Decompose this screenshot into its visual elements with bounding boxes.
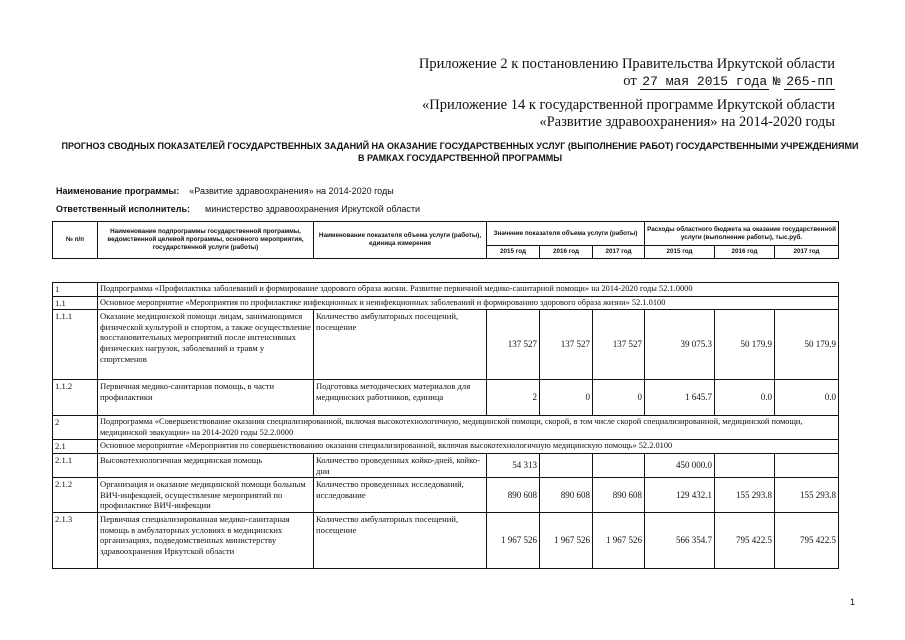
row-volume-2015: 1 967 526 <box>487 512 540 568</box>
row-num: 1.1.1 <box>53 310 98 380</box>
row-indicator: Подготовка методических материалов для медицинских работников, единица <box>314 380 487 416</box>
row-expense-2017: 155 293.8 <box>775 478 839 513</box>
row-num: 2.1.2 <box>53 478 98 513</box>
row-name: Высокотехнологичная медицинская помощь <box>98 453 314 477</box>
row-num: 1.1 <box>53 296 98 310</box>
row-volume-2017: 137 527 <box>593 310 645 380</box>
row-expense-2017 <box>775 453 839 477</box>
row-volume-2016: 0 <box>540 380 593 416</box>
program-label: Наименование программы: <box>56 186 180 196</box>
appendix-line: Приложение 2 к постановлению Правительства Иркутской области <box>418 56 835 72</box>
row-expense-2015: 39 075.3 <box>645 310 715 380</box>
document-title <box>60 140 860 164</box>
row-num: 2.1.1 <box>53 453 98 477</box>
header-volume-group: Значение показателя объема услуги (работы) <box>487 222 645 246</box>
row-expense-2017: 795 422.5 <box>775 512 839 568</box>
row-indicator: Количество амбулаторных посещений, посещение <box>314 512 487 568</box>
row-span-text: Подпрограмма «Профилактика заболеваний и формирование здорового образа жизни. Развитие первичной медико-санитарной помощи» на 2014-2020 годы 52.1.0000 <box>98 283 839 297</box>
row-name: Организация и оказание медицинской помощи больным ВИЧ-инфекцией, осуществление мероприятий по профилактике ВИЧ-инфекции <box>98 478 314 513</box>
row-expense-2015: 129 432.1 <box>645 478 715 513</box>
row-expense-2017: 50 179.9 <box>775 310 839 380</box>
header-year: 2017 год <box>593 246 645 259</box>
row-expense-2017: 0.0 <box>775 380 839 416</box>
table-row <box>53 310 839 380</box>
row-volume-2015: 54 313 <box>487 453 540 477</box>
row-expense-2016: 0.0 <box>715 380 775 416</box>
header-num: № п/п <box>53 222 98 259</box>
row-volume-2017: 890 608 <box>593 478 645 513</box>
table-row <box>53 380 839 416</box>
row-volume-2016 <box>540 453 593 477</box>
row-num: 2.1.3 <box>53 512 98 568</box>
decree-prefix: от <box>623 73 637 89</box>
table-row <box>53 478 839 513</box>
decree-number: 265-пп <box>786 74 833 89</box>
document-title-line2: В РАМКАХ ГОСУДАРСТВЕННОЙ ПРОГРАММЫ <box>357 153 563 163</box>
row-expense-2016: 50 179.9 <box>715 310 775 380</box>
row-volume-2016: 137 527 <box>540 310 593 380</box>
row-span-text: Основное мероприятие «Мероприятия по профилактике инфекционных и неинфекционных заболеваний и формированию здорового образа жизни» 52.1.0100 <box>98 296 839 310</box>
row-name: Первичная специализированная медико-санитарная помощь в амбулаторных условиях в медицинских организациях, подведомственных министерству здравоохранения Иркутской области <box>98 512 314 568</box>
row-name: Первичная медико-санитарная помощь, в части профилактики <box>98 380 314 416</box>
row-expense-2015: 1 645.7 <box>645 380 715 416</box>
executor-meta <box>56 204 420 214</box>
table-row <box>53 512 839 568</box>
row-expense-2015: 450 000.0 <box>645 453 715 477</box>
row-indicator: Количество проведенных исследований, исследование <box>314 478 487 513</box>
table-row <box>53 440 839 454</box>
program-line: «Развитие здравоохранения» на 2014-2020 годы <box>539 114 835 130</box>
row-num: 1 <box>53 283 98 297</box>
row-span-text: Подпрограмма «Совершенствование оказания специализированной, включая высокотехнологичную, медицинской помощи, скорой, в том числе скорой специализированной, медицинской помощи, медицинской эвакуации» на 2014-2020 годы 52.2.0000 <box>98 416 839 440</box>
row-indicator: Количество проведенных койко-дней, койко-дни <box>314 453 487 477</box>
indicators-table <box>52 221 839 569</box>
row-span-text: Основное мероприятие «Мероприятия по совершенствованию оказания специализированной, включая высокотехнологичную медицинскую помощь» 52.2.0100 <box>98 440 839 454</box>
row-volume-2017: 1 967 526 <box>593 512 645 568</box>
row-num: 1.1.2 <box>53 380 98 416</box>
row-volume-2015: 2 <box>487 380 540 416</box>
header-year: 2016 год <box>715 246 775 259</box>
row-expense-2016: 795 422.5 <box>715 512 775 568</box>
row-indicator: Количество амбулаторных посещений, посещение <box>314 310 487 380</box>
header-year: 2015 год <box>645 246 715 259</box>
row-num: 2.1 <box>53 440 98 454</box>
header-indicator: Наименование показателя объема услуги (работы), единица измерения <box>314 222 487 259</box>
row-volume-2015: 890 608 <box>487 478 540 513</box>
decree-date: 27 мая 2015 года <box>642 74 768 89</box>
executor-value: министерство здравоохранения Иркутской области <box>205 204 420 214</box>
decree-number-sign: № <box>772 74 781 89</box>
row-volume-2017 <box>593 453 645 477</box>
table-row <box>53 453 839 477</box>
row-num: 2 <box>53 416 98 440</box>
appendix14-line: «Приложение 14 к государственной программе Иркутской области <box>422 97 835 113</box>
row-expense-2015: 566 354.7 <box>645 512 715 568</box>
header-year: 2017 год <box>775 246 839 259</box>
row-volume-2017: 0 <box>593 380 645 416</box>
header-name: Наименование подпрограммы государственной программы, ведомственной целевой программы, основного мероприятия, государственной услуги (работы) <box>98 222 314 259</box>
header-year: 2015 год <box>487 246 540 259</box>
header-year: 2016 год <box>540 246 593 259</box>
executor-label: Ответственный исполнитель: <box>56 204 191 214</box>
header-gap <box>53 259 839 283</box>
document-title-line1: ПРОГНОЗ СВОДНЫХ ПОКАЗАТЕЛЕЙ ГОСУДАРСТВЕННЫХ ЗАДАНИЙ НА ОКАЗАНИЕ ГОСУДАРСТВЕННЫХ УСЛУГ (ВЫПОЛНЕНИЕ РАБОТ) ГОСУДАРСТВЕННЫМИ УЧРЕЖДЕНИЯМИ <box>61 141 859 151</box>
table-row <box>53 416 839 440</box>
row-volume-2016: 890 608 <box>540 478 593 513</box>
row-volume-2016: 1 967 526 <box>540 512 593 568</box>
program-value: «Развитие здравоохранения» на 2014-2020 годы <box>189 186 394 196</box>
row-expense-2016: 155 293.8 <box>715 478 775 513</box>
row-name: Оказание медицинской помощи лицам, занимающимся физической культурой и спортом, а также осуществление восстановительных мероприятий после интенсивных физических нагрузок, заболеваний и травм у спортсменов <box>98 310 314 380</box>
program-meta <box>56 186 394 196</box>
page-number: 1 <box>849 597 855 607</box>
row-volume-2015: 137 527 <box>487 310 540 380</box>
table-row <box>53 296 839 310</box>
row-expense-2016 <box>715 453 775 477</box>
table-row <box>53 283 839 297</box>
decree-line <box>623 73 835 90</box>
header-expense-group: Расходы областного бюджета на оказание государственной услуги (выполнение работы), тыс.руб. <box>645 222 839 246</box>
